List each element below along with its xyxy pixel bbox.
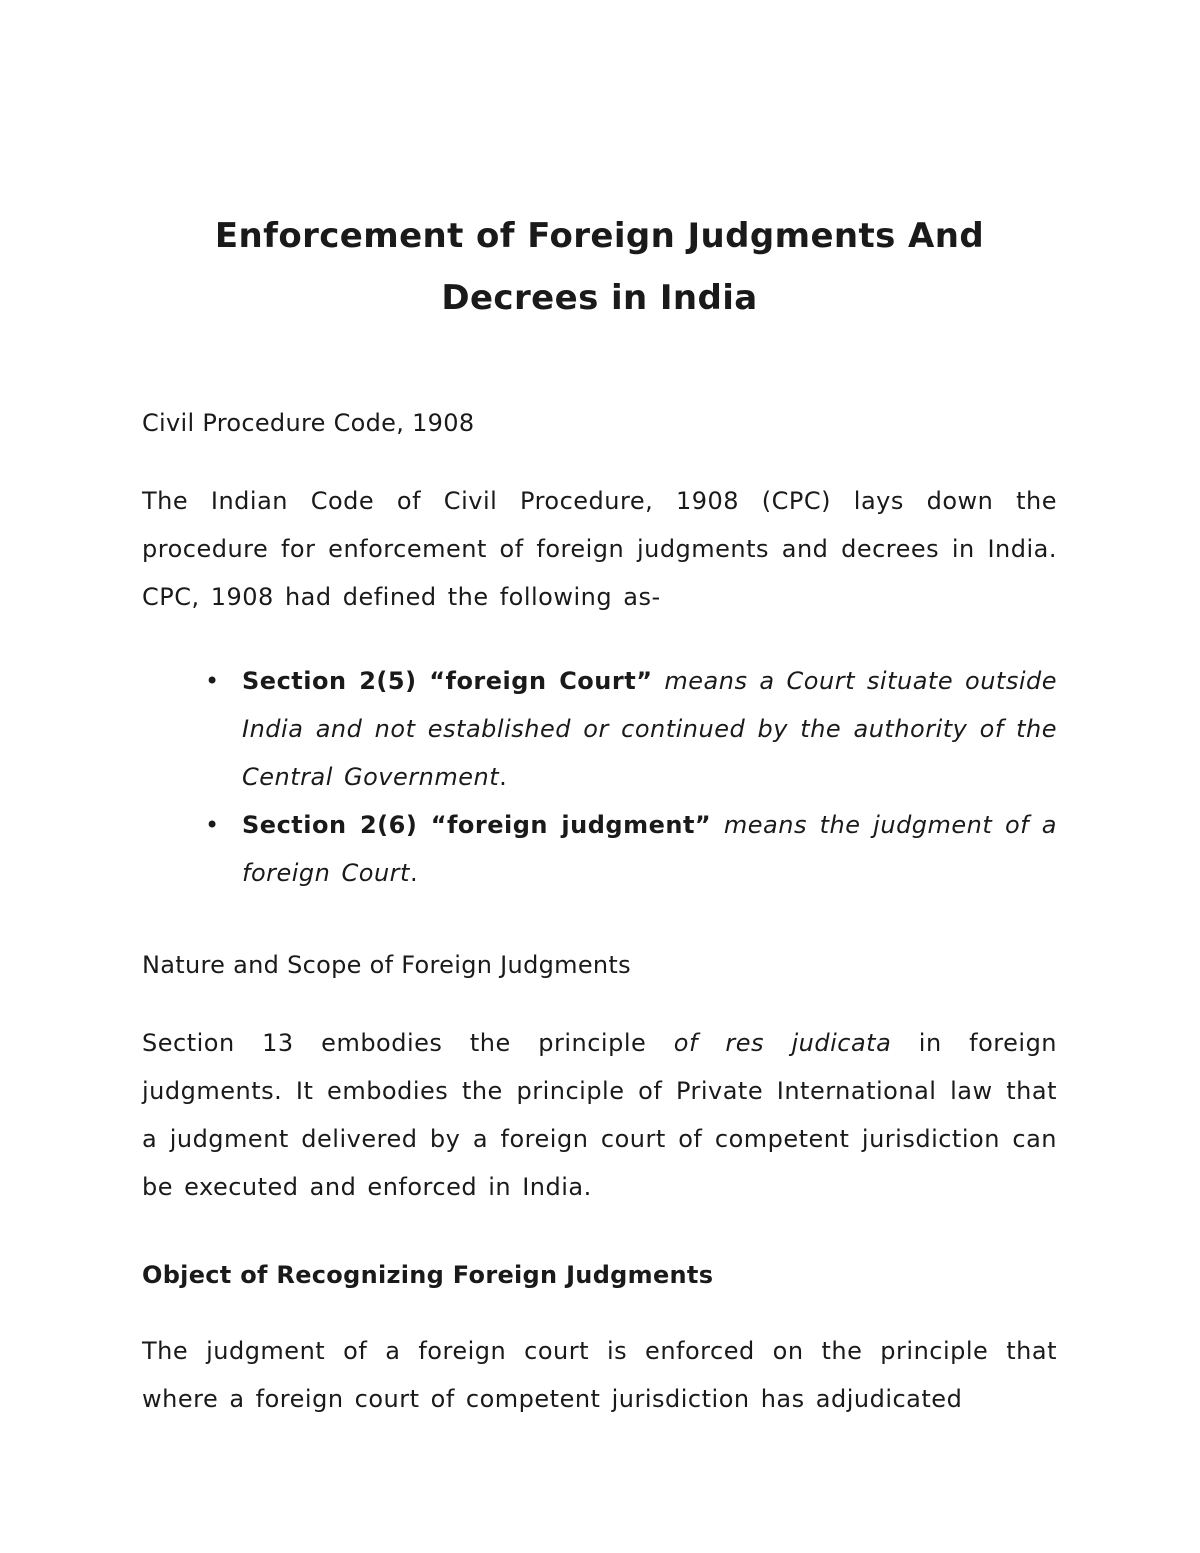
paragraph-cpc-intro: The Indian Code of Civil Procedure, 1908 (CPC) lays down the procedure for enforcement of foreign judgments and decrees in India. CPC, 1908 had defined the following as- [142,487,1057,611]
paragraph-object-of-recognizing: The judgment of a foreign court is enforced on the principle that where a foreign court of competent jurisdiction has adjudicated [142,1337,1057,1413]
definition-end: . [409,859,419,887]
title-line-2: Decrees in India [441,278,758,318]
definition-term: Section 2(6) “foreign judgment” [242,811,712,839]
document-page [142,205,1057,1423]
paragraph-nature-and-scope [142,1019,1057,1211]
definition-end: . [499,763,508,791]
definition-item-foreign-judgment [205,801,1057,897]
paragraph-italic-text: of res judicata [673,1029,892,1057]
paragraph-text: Section 13 embodies the principle [142,1029,674,1057]
paragraph-text: in foreign judgments. It embodies the principle of Private International law that a judgment delivered by a foreign court of competent jurisdiction can be executed and enforced in India. [142,1029,1058,1201]
definition-term: Section 2(5) “foreign Court” [242,667,653,695]
definition-text: means the judgment of a foreign Court [242,811,1057,887]
title-line-1: Enforcement of Foreign Judgments And [214,216,985,256]
bullet-icon: • [205,811,220,839]
definition-item-foreign-court [205,657,1058,801]
definition-text: means a Court situate outside India and not established or continued by the authority of the Central Government [242,667,1058,791]
definitions-list [142,657,1057,897]
heading-object-of-recognizing: Object of Recognizing Foreign Judgments [142,1261,714,1289]
heading-nature-and-scope: Nature and Scope of Foreign Judgments [142,951,631,979]
heading-civil-procedure-code: Civil Procedure Code, 1908 [142,409,475,437]
bullet-icon: • [205,667,220,695]
document-title [82,205,1117,329]
